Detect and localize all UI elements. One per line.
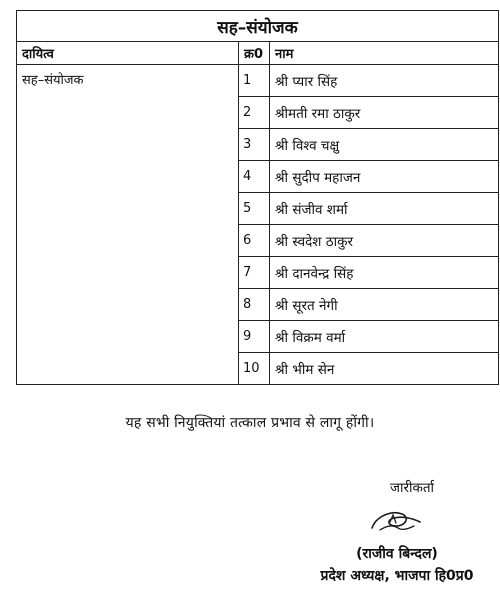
header-name: नाम [270, 42, 499, 65]
signature-block [302, 478, 492, 585]
table-header-row [17, 42, 499, 65]
name-cell: श्री सूरत नेगी [270, 289, 499, 321]
name-cell: श्री प्यार सिंह [270, 65, 499, 97]
signer-designation: प्रदेश अध्यक्ष, भाजपा हि0प्र0 [320, 568, 474, 584]
signer-name: (राजीव बिन्दल) [356, 546, 438, 562]
serial-cell: 7 [239, 257, 270, 289]
serial-cell: 1 [239, 65, 270, 97]
name-cell: श्री स्वदेश ठाकुर [270, 225, 499, 257]
serial-cell: 8 [239, 289, 270, 321]
serial-cell: 3 [239, 129, 270, 161]
name-cell: श्री विक्रम वर्मा [270, 321, 499, 353]
role-cell: सह–संयोजक [17, 65, 239, 385]
effective-notice: यह सभी नियुक्तियां तत्काल प्रभाव से लागू होंगी। [125, 415, 375, 431]
serial-cell: 6 [239, 225, 270, 257]
name-cell: श्री संजीव शर्मा [270, 193, 499, 225]
serial-cell: 10 [239, 353, 270, 385]
serial-cell: 4 [239, 161, 270, 193]
table-title: सह–संयोजक [17, 11, 499, 42]
name-cell: श्रीमती रमा ठाकुर [270, 97, 499, 129]
header-role: दायित्व [17, 42, 239, 65]
name-cell: श्री भीम सेन [270, 353, 499, 385]
name-cell: श्री विश्व चक्षु [270, 129, 499, 161]
name-cell: श्री सुदीप महाजन [270, 161, 499, 193]
serial-cell: 2 [239, 97, 270, 129]
issuer-label: जारीकर्ता [389, 480, 435, 496]
serial-cell: 5 [239, 193, 270, 225]
table-row [17, 65, 499, 97]
handwritten-signature-icon [366, 504, 428, 538]
serial-cell: 9 [239, 321, 270, 353]
appointments-table [16, 10, 499, 385]
name-cell: श्री दानवेन्द्र सिंह [270, 257, 499, 289]
header-serial: क्र0 [239, 42, 270, 65]
